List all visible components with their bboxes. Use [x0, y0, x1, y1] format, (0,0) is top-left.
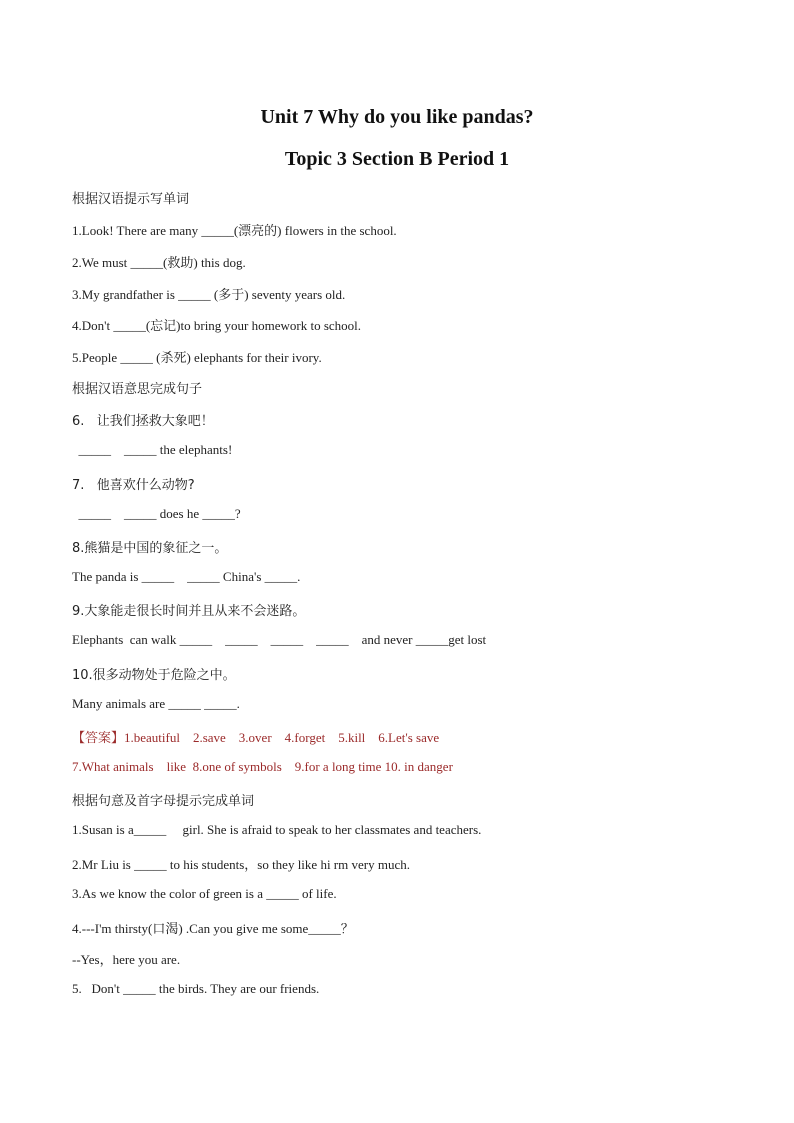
page-subtitle: Topic 3 Section B Period 1 — [284, 148, 510, 170]
exercise-item: --Yes，here you are. — [72, 952, 181, 967]
exercise-answer-line: _____ _____ does he _____? — [72, 506, 241, 521]
exercise-answer-line: The panda is _____ _____ China's _____. — [72, 569, 301, 584]
exercise-item: 4.Don't _____(忘记)to bring your homework to school. — [72, 318, 362, 333]
exercise-item: 3.My grandfather is _____ (多于) seventy years old. — [72, 287, 346, 302]
exercise-answer-line: Many animals are _____ _____. — [72, 696, 240, 711]
exercise-answer-line: Elephants can walk _____ _____ _____ _____ and never _____get lost — [72, 632, 487, 647]
exercise-item: 5.People _____ (杀死) elephants for their ivory. — [72, 350, 322, 365]
exercise-prompt-cn: 9.大象能走很长时间并且从来不会迷路。 — [72, 604, 306, 619]
exercise-prompt-cn: 6. 让我们拯救大象吧！ — [72, 414, 214, 429]
exercise-item: 4.---I'm thirsty(口渴) .Can you give me some_____？ — [72, 921, 354, 936]
section1-heading: 根据汉语提示写单词 — [72, 192, 190, 207]
exercise-item: 5. Don't _____ the birds. They are our friends. — [72, 981, 320, 996]
page-title: Unit 7 Why do you like pandas? — [260, 106, 534, 128]
exercise-prompt-cn: 8.熊猫是中国的象征之一。 — [72, 541, 228, 556]
exercise-item: 1.Look! There are many _____(漂亮的) flowers in the school. — [72, 223, 397, 238]
exercise-item: 1.Susan is a_____ girl. She is afraid to speak to her classmates and teachers. — [72, 822, 482, 837]
section2-heading: 根据汉语意思完成句子 — [72, 382, 203, 397]
exercise-prompt-cn: 10.很多动物处于危险之中。 — [72, 668, 236, 683]
exercise-item: 2.We must _____(救助) this dog. — [72, 255, 246, 270]
exercise-item: 3.As we know the color of green is a _____ of life. — [72, 886, 337, 901]
exercise-item: 2.Mr Liu is _____ to his students，so they like hi rm very much. — [72, 857, 410, 872]
exercise-prompt-cn: 7. 他喜欢什么动物? — [72, 478, 195, 493]
section3-heading: 根据句意及首字母提示完成单词 — [72, 794, 255, 809]
exercise-answer-line: _____ _____ the elephants! — [72, 442, 233, 457]
answer-key-line: 7.What animals like 8.one of symbols 9.for a long time 10. in danger — [72, 759, 453, 774]
answer-key-line: 【答案】1.beautiful 2.save 3.over 4.forget 5.kill 6.Let's save — [72, 730, 440, 745]
